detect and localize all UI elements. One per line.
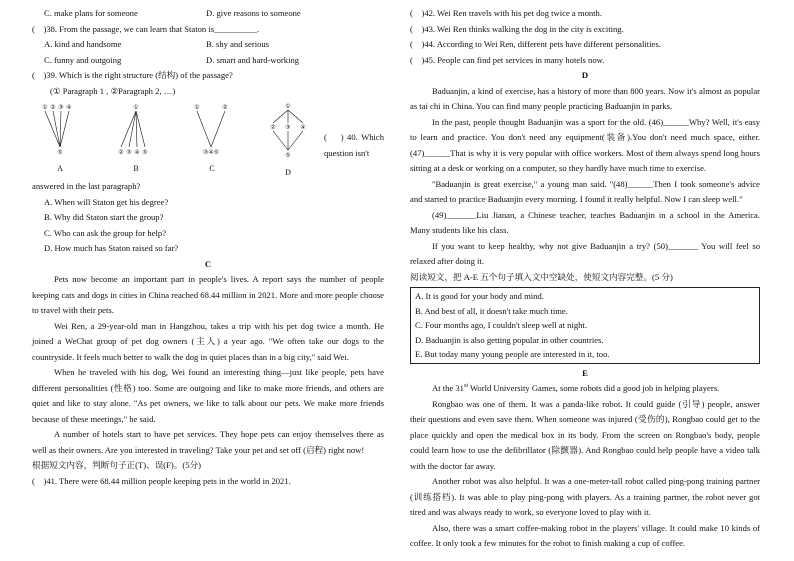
- svg-text:③: ③: [126, 149, 132, 156]
- q40-option-b: B. Why did Staton start the group?: [44, 212, 164, 222]
- diagram-c-figure: [187, 99, 237, 161]
- passage-c-paragraph-3: When he traveled with his dog, Wei found an interesting thing—just like people, pets have different personalities (性格) too. Some are outgoing and like to make more friends, and others are quiet and like to stay alone. "As pet owners, we like to talk about our pets. We make more friends because of these meetings," he said.: [32, 367, 384, 424]
- q39-note: (① Paragraph 1 , ②Paragraph 2, …): [50, 85, 176, 96]
- svg-text:②: ②: [50, 104, 56, 111]
- passage-d-paragraph-3: "Baduanjin is great exercise," a young man said. "(48)______Then I took someone's advice and started to practice Baduanjin every morning. I found it really helpful. Now I can sleep well.": [410, 178, 760, 204]
- q38-option-a: A. kind and handsome: [44, 39, 122, 49]
- q40-option-c: C. Who can ask the group for help?: [44, 227, 167, 238]
- diagram-d-label: D: [285, 168, 291, 177]
- svg-text:④: ④: [300, 124, 306, 131]
- box-option-e: E. But today many young people are interested in it, too.: [415, 349, 610, 359]
- svg-text:③④⑤: ③④⑤: [202, 149, 220, 156]
- q40-option-a: A. When will Staton get his degree?: [44, 196, 169, 207]
- diagram-d: [258, 99, 318, 181]
- svg-text:②: ②: [118, 149, 124, 156]
- left-column: [32, 6, 384, 489]
- svg-text:③: ③: [58, 104, 64, 111]
- diagram-c-label: C: [209, 164, 215, 173]
- svg-text:⑤: ⑤: [285, 152, 291, 159]
- intro-superscript: st: [463, 383, 468, 390]
- section-e-heading: E: [582, 367, 588, 378]
- svg-text:①: ①: [285, 103, 291, 110]
- svg-text:①: ①: [42, 104, 48, 111]
- diagram-a-label: A: [57, 164, 63, 173]
- q40-option-d: D. How much has Staton raised so far?: [44, 243, 179, 253]
- options-box: [410, 287, 760, 364]
- diagram-b-label: B: [133, 164, 139, 173]
- box-option-c: C. Four months ago, I couldn't sleep well at night.: [415, 320, 587, 330]
- q38-option-b: B. shy and serious: [206, 39, 270, 49]
- q38-option-d: D. smart and hard-working: [206, 54, 300, 65]
- diagram-a-figure: [35, 99, 85, 161]
- passage-c-paragraph-2: Wei Ren, a 29-year-old man in Hangzhou, takes a trip with his pet dog twice a month. He joined a WeChat group of pet dog owners (主人) a year ago. "We often take our dogs to the countryside. It feels much better to walk the dog in quiet places than in a big city," said Wei.: [32, 320, 384, 362]
- q43: ( )43. Wei Ren thinks walking the dog in the city is exciting.: [410, 23, 624, 34]
- passage-e-intro: [410, 381, 760, 397]
- svg-text:④: ④: [134, 149, 140, 156]
- q39-stem: ( )39. Which is the right structure (结构) of the passage?: [32, 70, 233, 80]
- passage-d-paragraph-1: Baduanjin, a kind of exercise, has a history of more than 800 years. Now it's almost as popular as tai chi in China. You can find many people practicing Baduanjin in parks.: [410, 85, 760, 111]
- intro-text-post: World University Games, some robots did a good job in helping players.: [468, 383, 720, 393]
- box-option-a: A. It is good for your body and mind.: [415, 291, 544, 301]
- q38-options-row1: [32, 37, 384, 53]
- q41: ( )41. There were 68.44 million people keeping pets in the world in 2021.: [32, 475, 291, 486]
- right-column: [410, 6, 760, 552]
- passage-c-paragraph-1: Pets now become an important part in people's lives. A report says the number of people keeping cats and dogs in cities in China reached 68.44 million in 2021. More and more people choose to travel with their pets.: [32, 274, 384, 315]
- q40-stem: ( ) 40. Which question isn't: [324, 132, 384, 158]
- svg-text:②: ②: [270, 124, 276, 131]
- diagram-c: [182, 99, 242, 177]
- box-option-b: B. And best of all, it doesn't take much time.: [415, 305, 568, 316]
- q45: ( )45. People can find pet services in many hotels now.: [410, 54, 605, 65]
- q44: ( )44. According to Wei Ren, different pets have different personalities.: [410, 39, 661, 49]
- svg-text:⑤: ⑤: [57, 149, 63, 156]
- diagram-b: [106, 99, 166, 177]
- diagram-a: [30, 99, 90, 177]
- d-instruction: 阅读短文，把 A-E 五个句子填入文中空缺处，使短文内容完整。(5 分): [410, 271, 673, 282]
- q37-option-c: C. make plans for someone: [44, 8, 138, 18]
- q38-options-row2: [32, 53, 384, 69]
- diagram-d-figure: [263, 99, 313, 165]
- box-option-d: D. Baduanjin is also getting popular in other countries.: [415, 334, 604, 345]
- passage-e-paragraph-3: Also, there was a smart coffee-making robot in the players' village. It could make 10 kinds of coffee. It only took a few minutes for the robot to finish making a cup of coffee.: [410, 522, 760, 548]
- svg-text:②: ②: [222, 104, 228, 111]
- structure-diagrams: [32, 99, 384, 179]
- q40-continued: answered in the last paragraph?: [32, 181, 141, 191]
- q37-options: [32, 6, 384, 22]
- passage-d-paragraph-2: In the past, people thought Baduanjin was a sport for the old. (46)______Why? Well, it's easy to learn and practice. You don't need any equipment(装备).You don't need much space, either. (47)______That is why it is very popular with office workers. Most of them always spend long hours sitting at a desk or working on a computer, so they hardly have much time to exercise.: [410, 116, 760, 173]
- section-d-heading: D: [581, 70, 589, 80]
- svg-text:⑤: ⑤: [142, 149, 148, 156]
- section-c-heading: C: [204, 258, 212, 269]
- svg-text:①: ①: [194, 104, 200, 111]
- passage-e-paragraph-2: Another robot was also helpful. It was a one-meter-tall robot called ping-pong training partner (训练搭档). It was able to play ping-pong with players. As a training partner, the robot never got tired and was always ready to work, so everyone loved to play with it.: [410, 476, 760, 517]
- intro-text-pre: At the 31: [432, 383, 464, 393]
- passage-e-paragraph-1: Rongbao was one of them. It was a panda-like robot. It could guide (引导) people, answer their questions and even save them. When someone was injured (受伤的), Rongbao could get to the place quickly and open the medical box in its body. From the screen on Rongbao's body, people could learn how to use the defibrillator (除颤器). And Rongbao could help people have a video talk with the doctor far away.: [410, 398, 760, 471]
- passage-c-paragraph-4: A number of hotels start to have pet services. They hope pets can enjoy themselves there as well as their owners. Are you interested in traveling? Take your pet and set off (启程) right now!: [32, 429, 384, 455]
- q42: ( )42. Wei Ren travels with his pet dog twice a month.: [410, 8, 602, 18]
- passage-d-paragraph-5: If you want to keep healthy, why not give Baduanjin a try? (50)_______ You will feel so relaxed after doing it.: [410, 240, 760, 266]
- diagram-b-figure: [111, 99, 161, 161]
- c-instruction: 根据短文内容，判断句子正(T)、误(F)。(5分): [32, 460, 201, 470]
- svg-text:④: ④: [66, 104, 72, 111]
- passage-d-paragraph-4: (49)_______Liu Jianan, a Chinese teacher, teaches Baduanjin in a school in the America. Many students like his class.: [410, 209, 760, 235]
- svg-text:①: ①: [133, 104, 139, 111]
- q38-option-c: C. funny and outgoing: [44, 54, 122, 65]
- q38-stem: ( )38. From the passage, we can learn that Staton is__________.: [32, 23, 260, 34]
- svg-text:③: ③: [285, 124, 291, 131]
- q37-option-d: D. give reasons to someone: [206, 8, 301, 18]
